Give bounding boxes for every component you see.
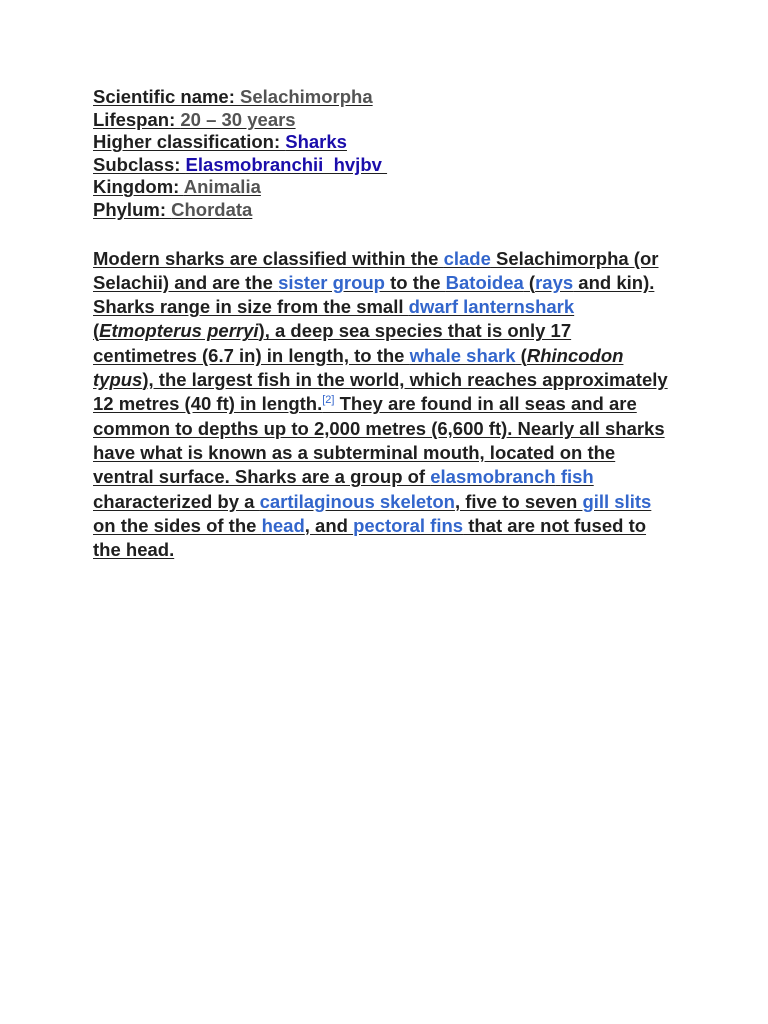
paragraph-text: on the sides of the (93, 514, 262, 536)
paragraph-text: ), a deep sea species that is only 17 centimetres (6.7 in) in length, to the (93, 320, 572, 366)
paragraph-text: and kin). Sharks range in size from the small (93, 271, 655, 318)
citation-link[interactable]: [2] (322, 394, 335, 407)
paragraph-text: characterized by a (93, 490, 260, 512)
paragraph-text: ( (523, 271, 536, 293)
paragraph-text: , and (304, 514, 354, 536)
elasmobranchii-link[interactable]: Elasmobranchii hvjbv (185, 153, 388, 175)
paragraph-text: ( (515, 344, 527, 366)
whale-shark-link[interactable]: whale shark (409, 344, 516, 366)
fact-lifespan (93, 109, 668, 132)
fact-subclass (93, 154, 668, 177)
clade-link[interactable]: clade (443, 247, 491, 269)
sister-group-link[interactable]: sister group (278, 271, 385, 293)
fact-scientific-name (93, 86, 668, 109)
elasmobranch-link[interactable]: elasmobranch (430, 466, 556, 488)
body-paragraph (93, 247, 668, 563)
document-page (93, 86, 668, 562)
fact-value: Animalia (183, 176, 261, 198)
fact-label: Higher classification: (93, 131, 286, 153)
fact-label: Phylum: (93, 198, 172, 220)
paragraph-text: that are not fused to the head. (93, 514, 647, 561)
paragraph-text: They are found in all seas and are common to depths up to 2,000 metres (6,600 ft). Nearly all sharks have what is known as a subterminal mouth, located on the ventral surface. Sharks are a group of (93, 393, 665, 488)
pectoral-fins-link[interactable]: pectoral fins (353, 514, 464, 536)
sharks-link[interactable]: Sharks (285, 131, 347, 153)
head-link[interactable]: head (261, 514, 305, 536)
fact-value: 20 – 30 years (180, 108, 296, 130)
paragraph-text: ), the largest fish in the world, which reaches approximately 12 metres (40 ft) in length. (93, 369, 668, 415)
batoidea-link[interactable]: Batoidea (445, 271, 524, 293)
fact-value: Chordata (171, 198, 253, 220)
fact-label: Scientific name: (93, 86, 241, 107)
fact-higher-classification (93, 131, 668, 154)
fact-kingdom (93, 176, 668, 199)
facts-block (93, 86, 668, 222)
gill-slits-link[interactable]: gill slits (582, 490, 652, 512)
paragraph-text: Selachimorpha (or Selachii) and are the (93, 247, 659, 293)
fact-label: Lifespan: (93, 108, 181, 130)
fact-label: Subclass: (93, 153, 186, 175)
fact-label: Kingdom: (93, 176, 184, 198)
paragraph-text: to the (385, 271, 446, 293)
cartilaginous-skeleton-link[interactable]: cartilaginous skeleton (259, 490, 455, 512)
species-name: Rhincodon typus (93, 344, 624, 391)
fish-link[interactable]: fish (560, 466, 594, 488)
paragraph-text: , five to seven (454, 490, 583, 512)
dwarf-lanternshark-link[interactable]: dwarf lanternshark (408, 296, 575, 318)
fact-value: Selachimorpha (240, 86, 373, 107)
fact-phylum (93, 199, 668, 222)
species-name: Etmopterus perryi (99, 320, 259, 342)
paragraph-text: Modern sharks are classified within the (93, 247, 444, 269)
rays-link[interactable]: rays (535, 271, 574, 293)
paragraph-text: ( (93, 320, 100, 342)
